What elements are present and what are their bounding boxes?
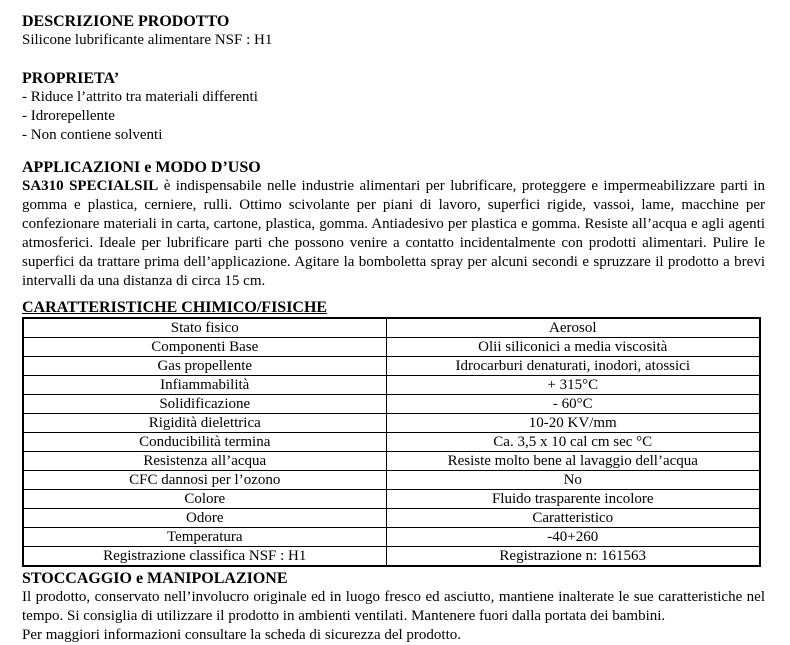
table-row — [23, 490, 760, 509]
table-row — [23, 433, 760, 452]
property-cell: Gas propellente — [23, 357, 386, 376]
stoccaggio-body-text — [22, 588, 765, 645]
property-cell: Componenti Base — [23, 338, 386, 357]
property-cell: Infiammabilità — [23, 376, 386, 395]
value-cell: -40+260 — [386, 528, 760, 547]
value-cell: Ca. 3,5 x 10 cal cm sec °C — [386, 433, 760, 452]
proprieta-list — [22, 88, 765, 145]
applicazioni-body-text — [22, 177, 765, 291]
value-cell: Resiste molto bene al lavaggio dell’acqua — [386, 452, 760, 471]
table-row — [23, 528, 760, 547]
section-heading-descrizione-prodotto: DESCRIZIONE PRODOTTO — [22, 13, 230, 30]
section-heading-stoccaggio: STOCCAGGIO e MANIPOLAZIONE — [22, 570, 288, 587]
table-row — [23, 357, 760, 376]
value-cell: Idrocarburi denaturati, inodori, atossici — [386, 357, 760, 376]
table-row — [23, 395, 760, 414]
stoccaggio-line-2: Per maggiori informazioni consultare la scheda di sicurezza del prodotto. — [22, 627, 462, 643]
property-cell: Odore — [23, 509, 386, 528]
property-cell: Temperatura — [23, 528, 386, 547]
table-row — [23, 376, 760, 395]
section-heading-applicazioni: APPLICAZIONI e MODO D’USO — [22, 159, 261, 176]
property-cell: Stato fisico — [23, 318, 386, 338]
proprieta-list-item: - Idrorepellente — [22, 108, 115, 124]
value-cell: Registrazione n: 161563 — [386, 547, 760, 567]
table-row — [23, 414, 760, 433]
property-cell: Registrazione classifica NSF : H1 — [23, 547, 386, 567]
value-cell: Fluido trasparente incolore — [386, 490, 760, 509]
property-cell: Rigidità dielettrica — [23, 414, 386, 433]
property-cell: Colore — [23, 490, 386, 509]
product-code-bold: SA310 SPECIALSIL — [22, 178, 159, 194]
proprieta-list-item: - Non contiene solventi — [22, 127, 163, 143]
applicazioni-body-rest: è indispensabile nelle industrie alimentari per lubrificare, proteggere e impermeabilizzare parti in gomma e plastica, cerniere, rulli. Ottimo scivolante per piani di lavoro, superfici rigide, vassoi, lame, macchine per confezionare materiali in carta, cartone, plastica, gomma. Antiadesivo per plastica e gomma. Resiste all’acqua e agli agenti atmosferici. Ideale per lubrificare parti che possono venire a contatto incidentalmente con prodotti alimentari. Pulire le superfici da trattare prima dell’applicazione. Agitare la bomboletta spray per alcuni secondi e spruzzare il prodotto a brevi intervalli da una distanza di circa 15 cm. — [22, 178, 765, 289]
value-cell: Aerosol — [386, 318, 760, 338]
value-cell: - 60°C — [386, 395, 760, 414]
value-cell: 10-20 KV/mm — [386, 414, 760, 433]
stoccaggio-line-1: Il prodotto, conservato nell’involucro originale ed in luogo fresco ed asciutto, mantiene inalterate le sue caratteristiche nel tempo. Si consiglia di utilizzare il prodotto in ambienti ventilati. Mantenere fuori dalla portata dei bambini. — [22, 589, 765, 624]
section-heading-proprieta: PROPRIETA’ — [22, 70, 120, 87]
value-cell: + 315°C — [386, 376, 760, 395]
table-row — [23, 452, 760, 471]
table-row — [23, 338, 760, 357]
caratteristiche-table — [22, 317, 761, 567]
section-heading-caratteristiche: CARATTERISTICHE CHIMICO/FISICHE — [22, 299, 328, 316]
property-cell: CFC dannosi per l’ozono — [23, 471, 386, 490]
table-row — [23, 471, 760, 490]
descrizione-body-text: Silicone lubrificante alimentare NSF : H1 — [22, 32, 273, 48]
proprieta-list-item: - Riduce l’attrito tra materiali differenti — [22, 89, 258, 105]
document-page — [22, 12, 765, 645]
table-row — [23, 318, 760, 338]
property-cell: Conducibilità termina — [23, 433, 386, 452]
property-cell: Resistenza all’acqua — [23, 452, 386, 471]
value-cell: Caratteristico — [386, 509, 760, 528]
table-row — [23, 547, 760, 567]
value-cell: Olii siliconici a media viscosità — [386, 338, 760, 357]
property-cell: Solidificazione — [23, 395, 386, 414]
table-row — [23, 509, 760, 528]
value-cell: No — [386, 471, 760, 490]
